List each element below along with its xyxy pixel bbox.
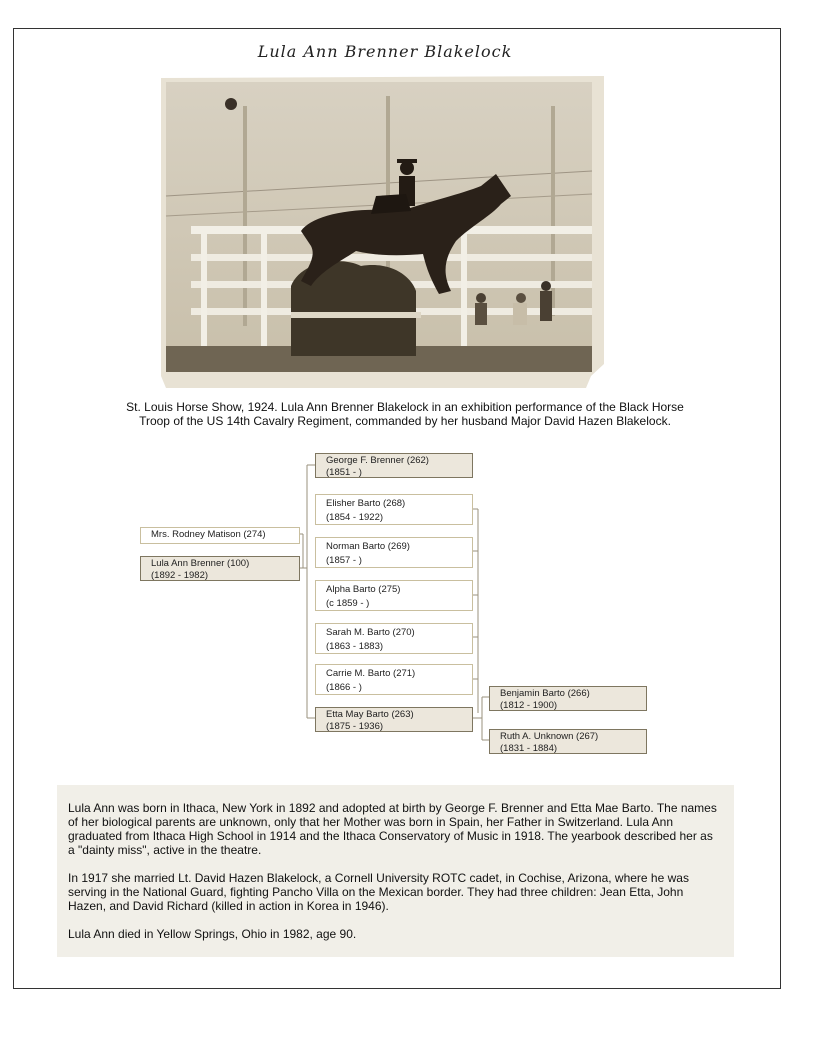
biography-panel	[57, 785, 734, 957]
sibling-node-5[interactable]	[315, 664, 473, 695]
sibling-dates: (1854 - 1922)	[326, 512, 384, 523]
father-dates: (1851 - )	[326, 467, 362, 478]
spouse-name: Mrs. Rodney Matison (274)	[151, 529, 266, 540]
sibling-name: Elisher Barto (268)	[326, 498, 406, 509]
subject-name: Lula Ann Brenner (100)	[151, 558, 250, 569]
bio-paragraph-3: Lula Ann died in Yellow Springs, Ohio in 1982, age 90.	[68, 927, 357, 941]
mother-dates: (1875 - 1936)	[326, 721, 384, 732]
grandmother-node[interactable]	[489, 729, 647, 754]
subject-dates: (1892 - 1982)	[151, 570, 209, 581]
sibling-node-4[interactable]	[315, 623, 473, 654]
subject-node[interactable]	[140, 556, 300, 581]
grandmother-name: Ruth A. Unknown (267)	[500, 731, 599, 742]
father-node[interactable]	[315, 453, 473, 478]
grandfather-node[interactable]	[489, 686, 647, 711]
sibling-node-1[interactable]	[315, 494, 473, 525]
grandfather-dates: (1812 - 1900)	[500, 700, 558, 711]
sibling-node-2[interactable]	[315, 537, 473, 568]
spouse-node[interactable]	[140, 527, 300, 544]
page-title: Lula Ann Brenner Blakelock	[257, 42, 513, 61]
bio-paragraph-2: In 1917 she married Lt. David Hazen Blakelock, a Cornell University ROTC cadet, in Cochise, Arizona, where he was serving in the National Guard, fighting Pancho Villa on the Mexican border. They had three children: Jean Etta, John Hazen, and David Richard (killed in action in Korea in 1946).	[68, 871, 689, 913]
caption-line-2: Troop of the US 14th Cavalry Regiment, commanded by her husband Major David Hazen Blakelock.	[139, 414, 671, 428]
sibling-dates: (c 1859 - )	[326, 598, 370, 609]
sibling-name: Norman Barto (269)	[326, 541, 410, 552]
mother-node[interactable]	[315, 707, 473, 732]
sibling-dates: (1857 - )	[326, 555, 362, 566]
bio-paragraph-1: Lula Ann was born in Ithaca, New York in 1892 and adopted at birth by George F. Brenner and Etta Mae Barto. The names of her biological parents are unknown, only that her Mother was born in Spain, her Father in Switzerland. Lula Ann graduated from Ithaca High School in 1914 and the Ithaca Conservatory of Music in 1918. The yearbook described her as a "dainty miss", active in the theatre.	[68, 801, 717, 857]
sibling-dates: (1866 - )	[326, 682, 362, 693]
sibling-name: Sarah M. Barto (270)	[326, 627, 415, 638]
sibling-name: Carrie M. Barto (271)	[326, 668, 416, 679]
grandfather-name: Benjamin Barto (266)	[500, 688, 590, 699]
caption-line-1: St. Louis Horse Show, 1924. Lula Ann Brenner Blakelock in an exhibition performance of the Black Horse	[126, 400, 684, 414]
sibling-name: Alpha Barto (275)	[326, 584, 401, 595]
sibling-node-3[interactable]	[315, 580, 473, 611]
father-name: George F. Brenner (262)	[326, 455, 429, 466]
sibling-dates: (1863 - 1883)	[326, 641, 384, 652]
mother-name: Etta May Barto (263)	[326, 709, 414, 720]
grandmother-dates: (1831 - 1884)	[500, 743, 558, 754]
